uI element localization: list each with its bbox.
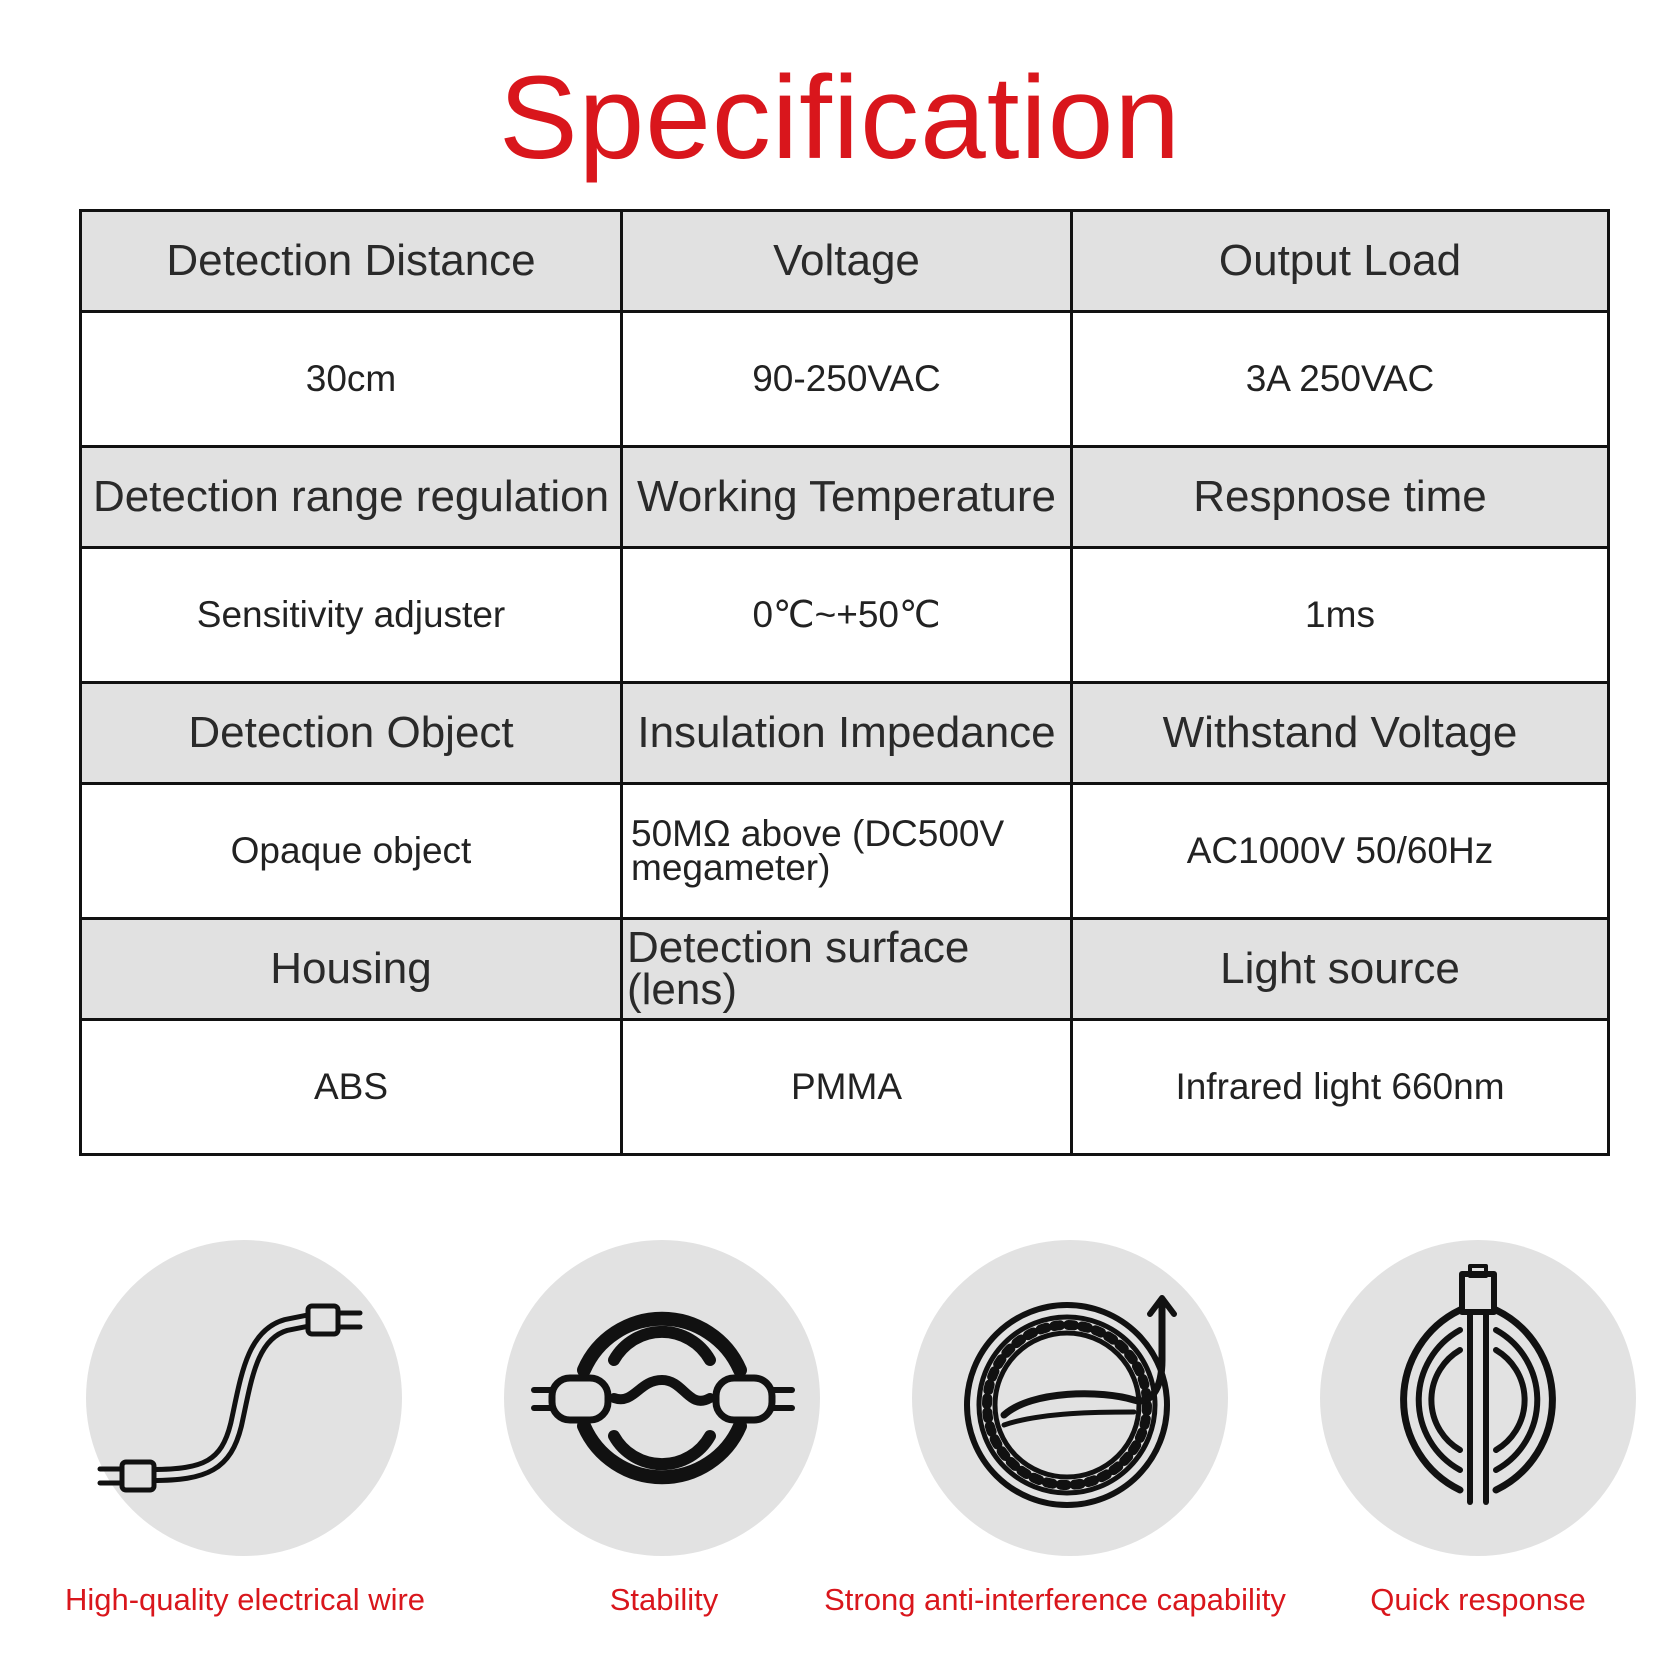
feature-icon-circle <box>86 1240 402 1556</box>
table-value-row <box>81 784 1609 919</box>
value-cell: 30cm <box>81 312 622 447</box>
header-cell: Detection range regulation <box>81 447 622 548</box>
connected-plugs-stability-icon <box>504 1240 820 1556</box>
feature-icon-circle <box>912 1240 1228 1556</box>
feature-icon-circle <box>1320 1240 1636 1556</box>
header-cell: Respnose time <box>1072 447 1609 548</box>
table-value-row <box>81 548 1609 683</box>
header-cell: Withstand Voltage <box>1072 683 1609 784</box>
value-cell: 3A 250VAC <box>1072 312 1609 447</box>
value-cell: Opaque object <box>81 784 622 919</box>
header-cell: Insulation Impedance <box>622 683 1072 784</box>
table-value-row <box>81 1020 1609 1155</box>
header-cell: Voltage <box>622 211 1072 312</box>
feature-label: High-quality electrical wire <box>64 1582 426 1617</box>
feature-label: Stability <box>609 1582 719 1617</box>
feature-label: Strong anti-interference capability <box>824 1582 1286 1617</box>
header-cell: Detection Object <box>81 683 622 784</box>
value-cell: 50MΩ above (DC500V megameter) <box>622 784 1072 919</box>
header-cell: Housing <box>81 919 622 1020</box>
value-cell: PMMA <box>622 1020 1072 1155</box>
value-cell: AC1000V 50/60Hz <box>1072 784 1609 919</box>
feature-icon-circle <box>504 1240 820 1556</box>
table-header-row <box>81 211 1609 312</box>
feature-label: Quick response <box>1370 1582 1586 1617</box>
value-cell: 1ms <box>1072 548 1609 683</box>
value-cell: 0℃~+50℃ <box>622 548 1072 683</box>
page-title: Specification <box>498 52 1182 184</box>
table-header-row <box>81 919 1609 1020</box>
table-header-row <box>81 683 1609 784</box>
shielded-cable-icon <box>912 1240 1228 1556</box>
header-cell: Light source <box>1072 919 1609 1020</box>
table-header-row <box>81 447 1609 548</box>
header-cell: Working Temperature <box>622 447 1072 548</box>
value-cell: Sensitivity adjuster <box>81 548 622 683</box>
value-cell: 90-250VAC <box>622 312 1072 447</box>
header-cell: Output Load <box>1072 211 1609 312</box>
header-cell: Detection Distance <box>81 211 622 312</box>
signal-waves-icon <box>1320 1240 1636 1556</box>
feature-list <box>0 1240 1680 1660</box>
value-cell: ABS <box>81 1020 622 1155</box>
electrical-wire-plug-icon <box>86 1240 402 1556</box>
value-cell: Infrared light 660nm <box>1072 1020 1609 1155</box>
table-value-row <box>81 312 1609 447</box>
specification-table <box>79 209 1610 1156</box>
header-cell: Detection surface (lens) <box>622 919 1072 1020</box>
